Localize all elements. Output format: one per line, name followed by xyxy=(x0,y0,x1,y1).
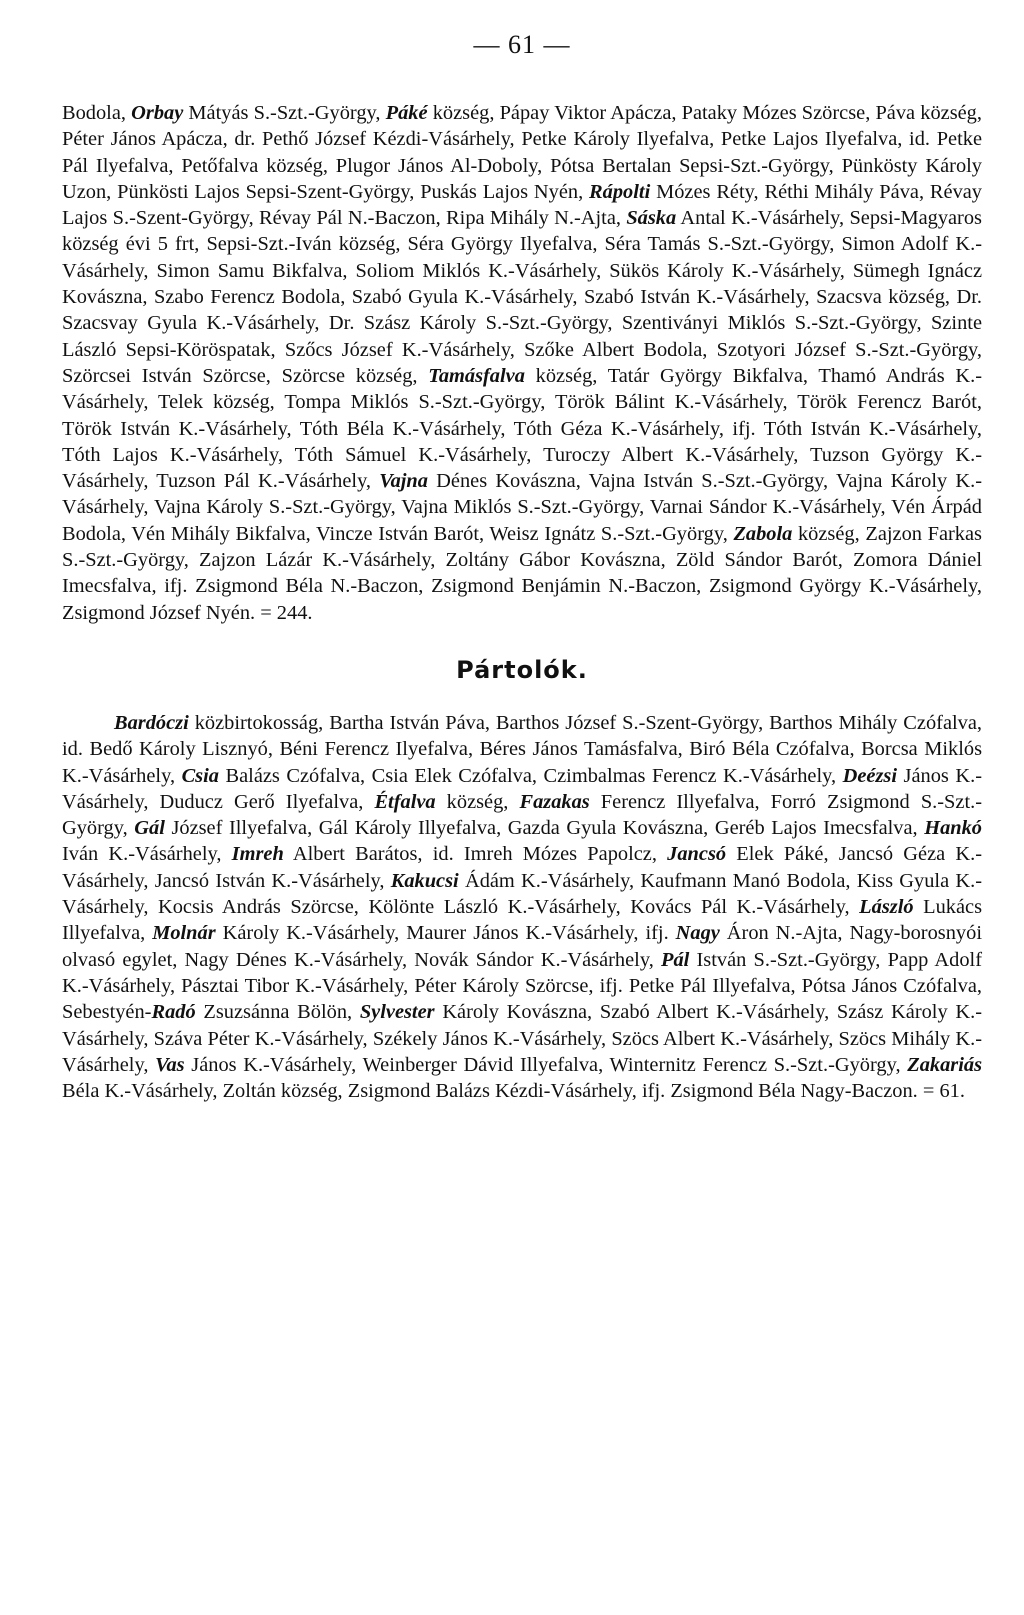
emphasized-name: Vas xyxy=(155,1053,185,1076)
section-heading-partolok: Pártolók. xyxy=(456,655,588,684)
emphasized-name: Deézsi xyxy=(842,764,897,787)
text-run: Ádám K.-Vásárhely, Kaufmann Manó Bodola, Kiss Gyula K.-Vásárhely, Kocsis András Szörcse, Kölönte László K.-Vásárhely, Kovács Pál K.-Vásárhely, xyxy=(62,869,983,919)
emphasized-name: Orbay xyxy=(131,102,184,124)
emphasized-name: Radó xyxy=(151,1001,196,1024)
text-run: Béla K.-Vásárhely, Zoltán község, Zsigmond Balázs Kézdi-Vásárhely, ifj. Zsigmond Béla Nagy-Baczon. = 61. xyxy=(62,1080,965,1103)
emphasized-name: Imreh xyxy=(231,843,284,866)
emphasized-name: Molnár xyxy=(152,922,216,945)
text-run: János K.-Vásárhely, Duducz Gerő Ilyefalva, xyxy=(62,764,982,813)
document-page xyxy=(62,30,982,1104)
text-run: község, Pápay Viktor Apácza, Pataky Mózes Szörcse, Páva község, Péter János Apácza, dr. Pethő József Kézdi-Vásárhely, Petke Károly Ilyefalva, Petke Lajos Ilyefalva, id. Petke Pál Ilyefalva, Petőfalva község, Plugor János Al-Doboly, Pótsa Bertalan Sepsi-Szt.-György, Pünkösty Károly Uzon, Pünkösti Lajos Sepsi-Szent-György, Puskás Lajos Nyén, xyxy=(62,102,982,203)
emphasized-name: Csia xyxy=(181,764,219,787)
paragraph-supporters-list xyxy=(62,710,982,1104)
text-run: Áron N.-Ajta, Nagy-borosnyói olvasó egylet, Nagy Dénes K.-Vásárhely, Novák Sándor K.-Vásárhely, xyxy=(62,922,982,971)
paragraph-members-list xyxy=(62,100,982,626)
emphasized-name: Vajna xyxy=(379,470,428,493)
text-run: Antal K.-Vásárhely, Sepsi-Magyaros község évi 5 frt, Sepsi-Szt.-Iván község, Séra György Ilyefalva, Séra Tamás S.-Szt.-György, Simon Adolf K.-Vásárhely, Simon Samu Bikfalva, Soliom Miklós K.-Vásárhely, Sükös Károly K.-Vásárhely, Sümegh Ignácz Kovászna, Szabo Ferencz Bodola, Szabó Gyula K.-Vásárhely, Szabó István K.-Vásárhely, Szacsva község, Dr. Szacsvay Gyula K.-Vásárhely, Dr. Szász Károly S.-Szt.-György, Szentiványi Miklós S.-Szt.-György, Szinte László Sepsi-Köröspatak, Szőcs József K.-Vásárhely, Szőke Albert Bodola, Szotyori József S.-Szt.-György, Szörcsei István Szörcse, Szörcse község, xyxy=(62,207,982,387)
emphasized-name: Gál xyxy=(134,817,165,840)
emphasized-name: Sylvester xyxy=(359,1001,435,1024)
page-number: — 61 — xyxy=(473,30,571,59)
emphasized-name: Jancsó xyxy=(667,843,727,866)
emphasized-name: Fazakas xyxy=(519,790,590,813)
text-run: Károly K.-Vásárhely, Maurer János K.-Vásárhely, ifj. xyxy=(215,922,676,945)
emphasized-name: Zakariás xyxy=(907,1053,983,1076)
text-run: Mátyás S.-Szt.-György, xyxy=(183,102,386,124)
text-run: Iván K.-Vásárhely, xyxy=(62,843,232,866)
emphasized-name: Zabola xyxy=(733,522,793,545)
emphasized-name: László xyxy=(859,896,914,919)
text-run: község, Zajzon Farkas S.-Szt.-György, Zajzon Lázár K.-Vásárhely, Zoltány Gábor Kovászna, Zöld Sándor Barót, Zomora Dániel Imecsfalva, ifj. Zsigmond Béla N.-Baczon, Zsigmond Benjámin N.-Baczon, Zsigmond György K.-Vásárhely, Zsigmond József Nyén. = 244. xyxy=(62,522,982,624)
text-run: Balázs Czófalva, Csia Elek Czófalva, Czimbalmas Ferencz K.-Vásárhely, xyxy=(218,764,843,787)
emphasized-name: Étfalva xyxy=(374,790,436,813)
text-run: Dénes Kovászna, Vajna István S.-Szt.-György, Vajna Károly K.-Vásárhely, Vajna Károly S.-Szt.-György, Vajna Miklós S.-Szt.-György, Varnai Sándor K.-Vásárhely, Vén Árpád Bodola, Vén Mihály Bikfalva, Vincze István Barót, Weisz Ignátz S.-Szt.-György, xyxy=(62,470,982,545)
text-run: József Illyefalva, Gál Károly Illyefalva, Gazda Gyula Kovászna, Geréb Lajos Imecsfalva, xyxy=(164,817,925,840)
text-run: közbirtokosság, Bartha István Páva, Barthos József S.-Szent-György, Barthos Mihály Czófalva, id. Bedő Károly Lisznyó, Béni Ferencz Ilyefalva, Béres János Tamásfalva, Biró Béla Czófalva, Borcsa Miklós K.-Vásárhely, xyxy=(62,711,982,787)
text-run: Bodola, xyxy=(62,102,132,124)
emphasized-name: Nagy xyxy=(675,922,720,945)
text-run: község, xyxy=(435,790,520,813)
emphasized-name: Páké xyxy=(385,102,428,124)
emphasized-name: Pál xyxy=(661,948,690,971)
text-run: Károly Kovászna, Szabó Albert K.-Vásárhely, Szász Károly K.-Vásárhely, Száva Péter K.-Vásárhely, Székely János K.-Vásárhely, Szöcs Albert K.-Vásárhely, Szöcs Mihály K.-Vásárhely, xyxy=(62,1001,982,1076)
emphasized-name: Tamásfalva xyxy=(428,364,525,387)
text-run: Zsuzsánna Bölön, xyxy=(195,1001,360,1024)
emphasized-name: Rápolti xyxy=(589,180,651,203)
text-run: István S.-Szt.-György, Papp Adolf K.-Vásárhely, Pásztai Tibor K.-Vásárhely, Péter Károly Szörcse, ifj. Petke Pál Illyefalva, Pótsa János Czófalva, Sebestyén- xyxy=(62,948,983,1024)
text-run: Mózes Réty, Réthi Mihály Páva, Révay Lajos S.-Szent-György, Révay Pál N.-Baczon, Ripa Mihály N.-Ajta, xyxy=(62,180,983,230)
text-run: község, Tatár György Bikfalva, Thamó András K.-Vásárhely, Telek község, Tompa Miklós S.-Szt.-György, Török Bálint K.-Vásárhely, Török Ferencz Barót, Török István K.-Vásárhely, Tóth Béla K.-Vásárhely, Tóth Géza K.-Vásárhely, ifj. Tóth István K.-Vásárhely, Tóth Lajos K.-Vásárhely, Tóth Sámuel K.-Vásárhely, Turoczy Albert K.-Vásárhely, Tuzson György K.-Vásárhely, Tuzson Pál K.-Vásárhely, xyxy=(62,364,982,493)
text-run: János K.-Vásárhely, Weinberger Dávid Illyefalva, Winternitz Ferencz S.-Szt.-György, xyxy=(184,1053,908,1076)
emphasized-name: Hankó xyxy=(924,817,982,840)
emphasized-name: Bardóczi xyxy=(114,711,189,734)
text-run: Lukács Illyefalva, xyxy=(62,896,983,945)
emphasized-name: Sáska xyxy=(626,207,677,230)
emphasized-name: Kakucsi xyxy=(390,869,459,892)
text-run: Ferencz Illyefalva, Forró Zsigmond S.-Szt.-György, xyxy=(62,790,982,840)
text-run: Elek Páké, Jancsó Géza K.-Vásárhely, Jancsó István K.-Vásárhely, xyxy=(62,843,982,892)
text-run: Albert Barátos, id. Imreh Mózes Papolcz, xyxy=(283,843,668,866)
